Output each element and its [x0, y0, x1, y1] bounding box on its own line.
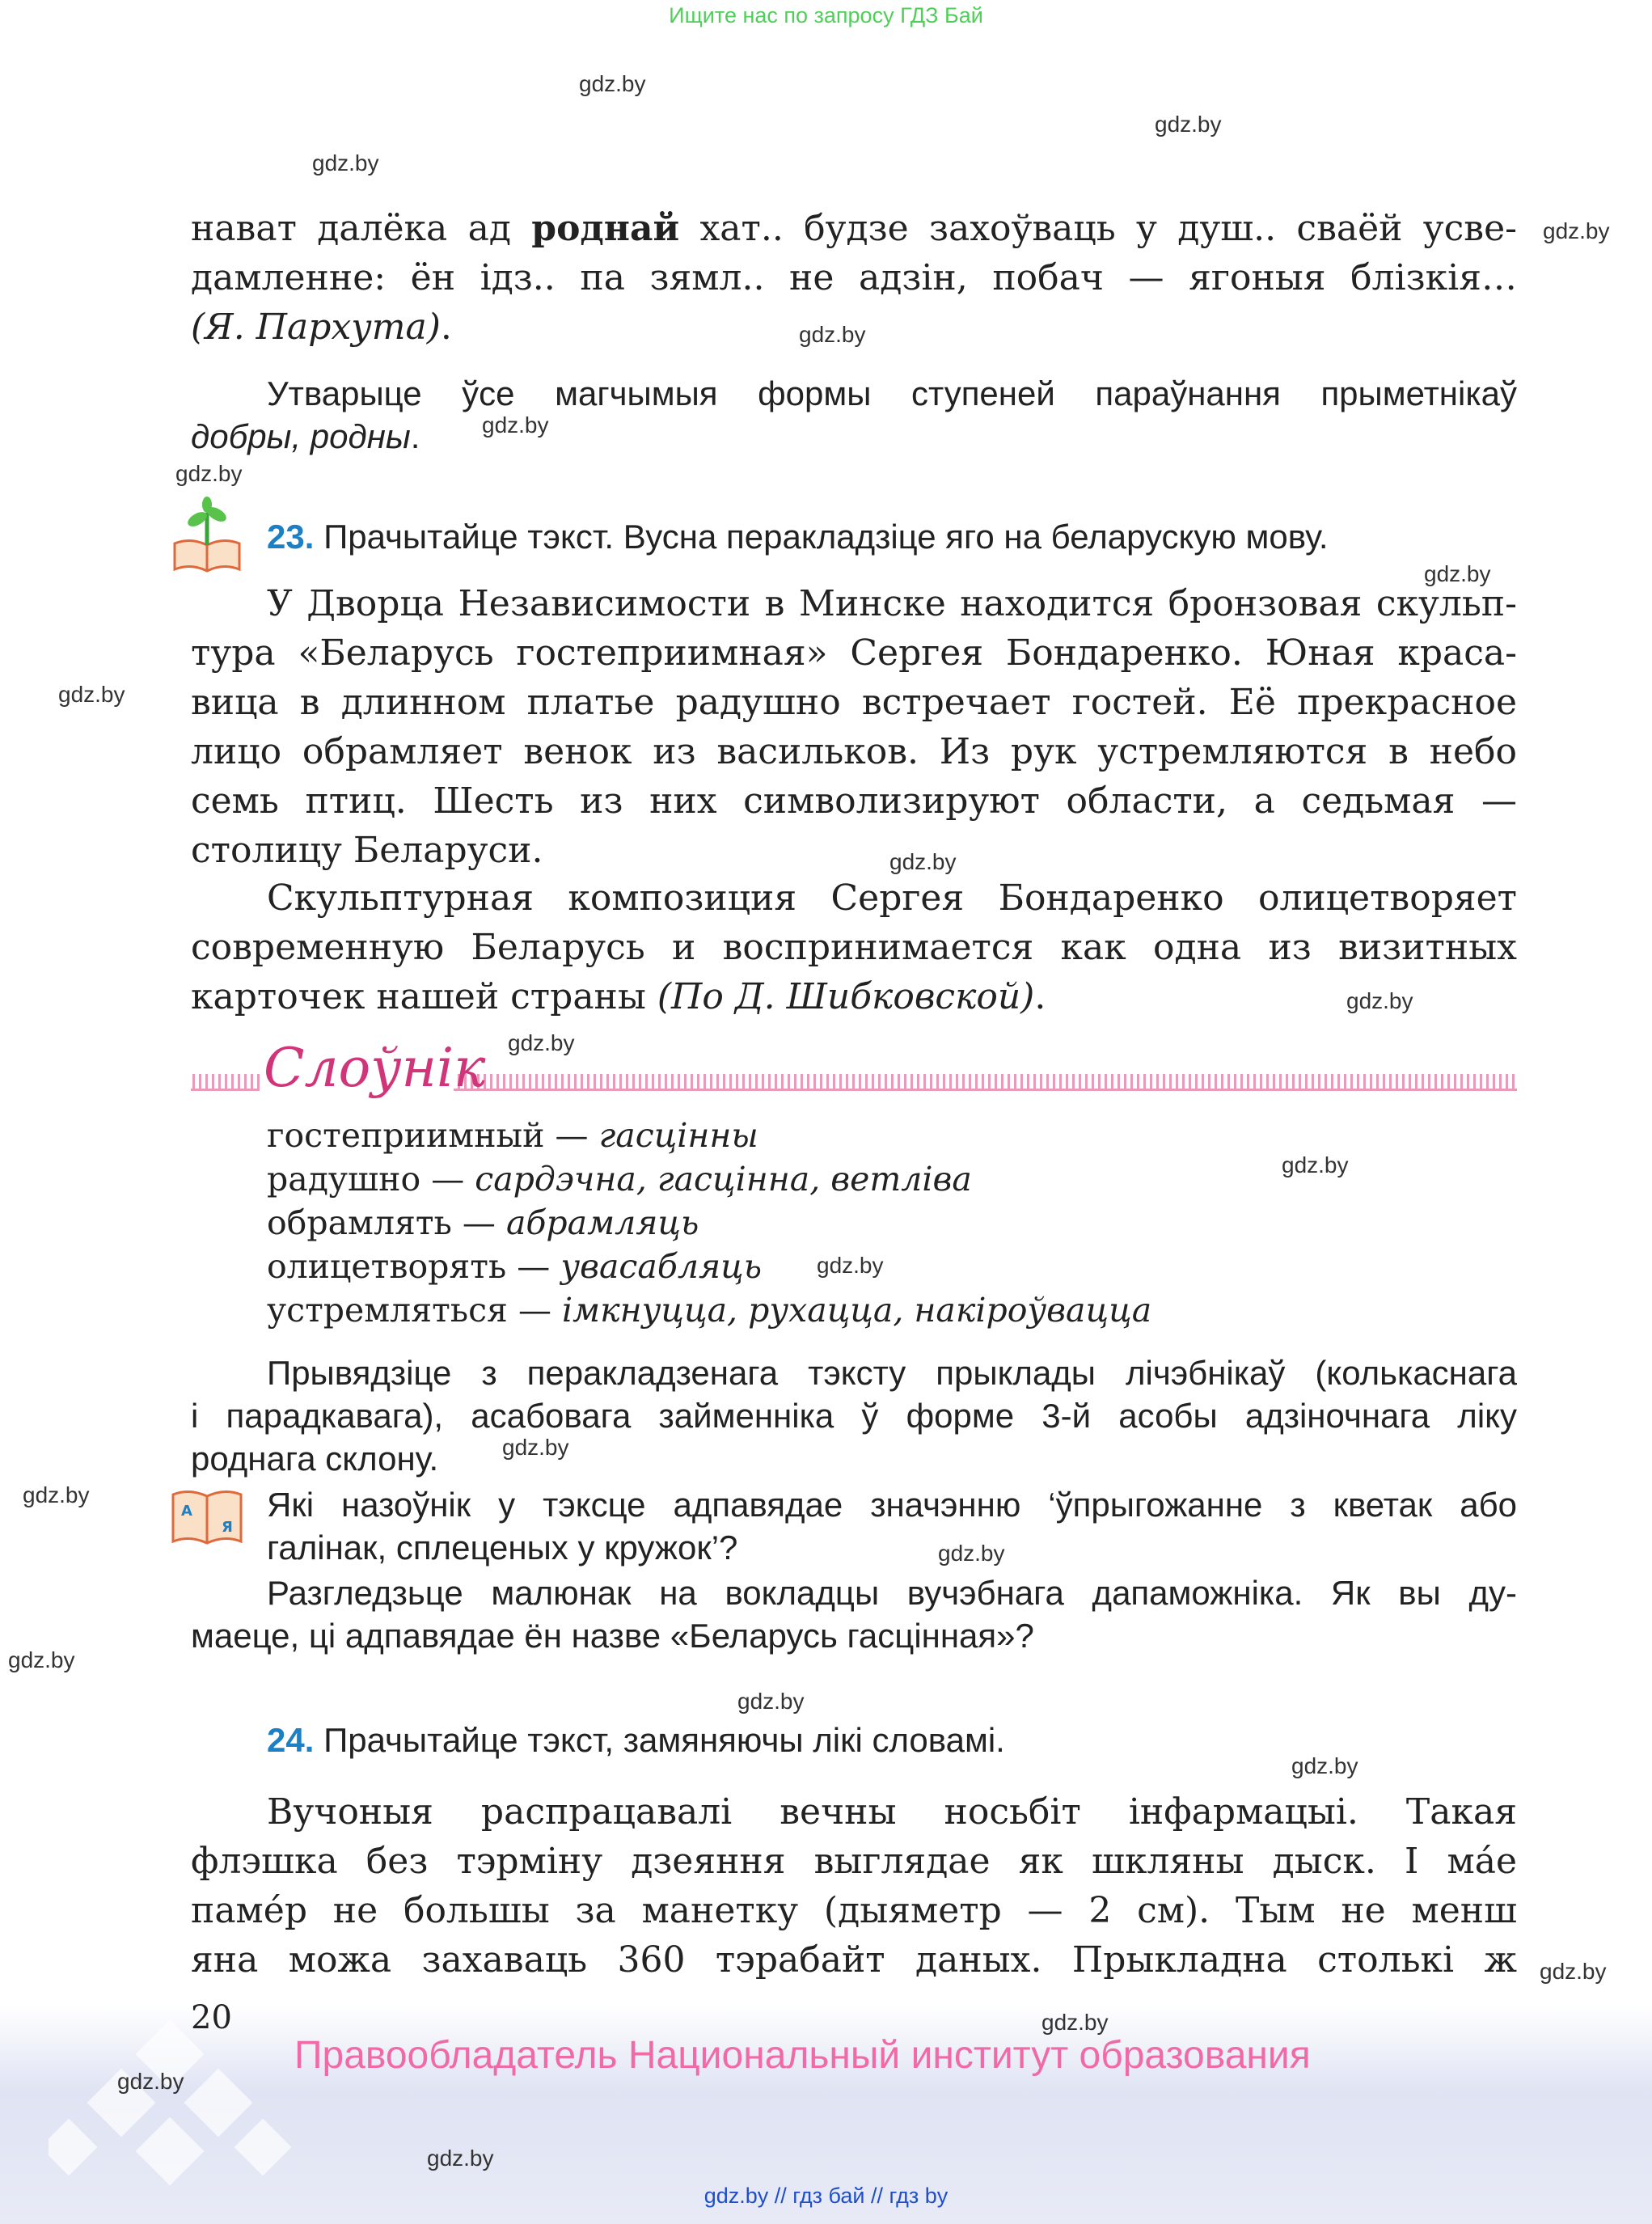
exercise-number: 23.: [267, 518, 315, 556]
dictionary-entry: олицетворять — увасабляць: [267, 1247, 763, 1286]
dictionary-entry: радушно — сардэчна, гасцінна, ветліва: [267, 1160, 972, 1199]
dictionary-entry: гостеприимный — гасцінны: [267, 1116, 758, 1155]
watermark: gdz.by: [799, 322, 866, 347]
exercise-24-heading: [267, 1719, 1528, 1761]
exercise-number: 24.: [267, 1721, 315, 1759]
intro-paragraph: нават далёка ад роднай хат.. будзе захоўваць у душ.. сваёй усве- дамленне: ён ідз.. па зямл.. не адзін, побач — ягоныя блізкія… (Я. Пархута).: [191, 208, 1517, 348]
exercise-23-heading: [267, 515, 1528, 558]
dictionary-book-icon: [167, 1486, 247, 1550]
watermark: gdz.by: [938, 1541, 1005, 1566]
dictionary-entries: [267, 1114, 1528, 1332]
watermark: gdz.by: [1346, 988, 1413, 1013]
dictionary-entry: устремляться — імкнуцца, рухацца, накіроўвацца: [267, 1291, 1152, 1330]
watermark: gdz.by: [8, 1647, 75, 1672]
watermark: gdz.by: [23, 1482, 90, 1507]
exercise-23-text-p2: Скульптурная композиция Сергея Бондаренко олицетворяет современную Беларусь и воспринимается как одна из визитных карточек нашей страны (По Д. Шибковской).: [191, 877, 1517, 1017]
svg-text:А: А: [181, 1503, 192, 1520]
watermark: gdz.by: [312, 150, 379, 175]
dictionary-title: Слоўнік: [264, 1037, 486, 1099]
watermark: gdz.by: [1540, 1959, 1607, 1984]
watermark: gdz.by: [427, 2146, 494, 2171]
watermark: gdz.by: [1424, 561, 1491, 586]
task-examples: Прывядзіце з перакладзенага тэксту прыклады лічэбнікаў (колькаснага і парадкавага), асабовага займенніка ў форме 3-й асобы адзіночнага ліку роднага склону.: [191, 1354, 1517, 1478]
bottom-site-links[interactable]: gdz.by // гдз бай // гдз by: [703, 2184, 949, 2208]
watermark: gdz.by: [579, 71, 646, 96]
svg-text:Я: Я: [222, 1519, 233, 1536]
watermark: gdz.by: [889, 849, 957, 874]
watermark: gdz.by: [117, 2069, 184, 2094]
task-picture: Разгледзьце малюнак на вокладцы вучэбнага дапаможніка. Як вы ду- маеце, ці адпавядае ён назве «Беларусь гасцінная»?: [191, 1574, 1517, 1655]
exercise-instruction: Прачытайце тэкст, замяняючы лікі словамі.: [323, 1721, 1005, 1759]
watermark: gdz.by: [175, 461, 243, 486]
dictionary-entry: обрамлять — абрамляць: [267, 1203, 699, 1242]
rights-holder-notice: Правообладатель Национальный институт образования: [294, 2034, 1311, 2077]
book-sprout-icon: [167, 495, 247, 576]
watermark: gdz.by: [482, 412, 549, 438]
task-comparison-forms: Утварыце ўсе магчымыя формы ступеней параўнання прыметнікаў добры, родны.: [191, 374, 1517, 455]
watermark: gdz.by: [58, 682, 125, 707]
watermark: gdz.by: [1041, 2010, 1109, 2035]
watermark: gdz.by: [1291, 1753, 1358, 1778]
watermark: gdz.by: [1543, 218, 1610, 243]
watermark: gdz.by: [817, 1253, 884, 1278]
watermark: gdz.by: [737, 1689, 805, 1714]
task-noun-meaning: Які назоўнік у тэксце адпавядае значэнню ‘ўпрыгожанне з кветак або галінак, сплеценых у кружок’?: [267, 1486, 1517, 1567]
search-hint-banner: Ищите нас по запросу ГДЗ Бай: [669, 3, 983, 27]
watermark: gdz.by: [1282, 1152, 1349, 1178]
exercise-23-text-p1: У Дворца Независимости в Минске находится бронзовая скульп- тура «Беларусь гостеприимная» Сергея Бондаренко. Юная краса- вица в длинном платье радушно встречает гостей. Её прекрасное лицо обрамляет венок из васильков. Из рук устремляются в небо семь птиц. Шесть из них символизируют области, а седьмая — столицу Беларуси.: [191, 583, 1517, 871]
page-number: 20: [191, 1999, 232, 2036]
exercise-instruction: Прачытайце тэкст. Вусна перакладзіце яго на беларускую мову.: [323, 518, 1329, 556]
watermark: gdz.by: [1155, 112, 1222, 137]
exercise-24-text: Вучоныя распрацавалі вечны носьбіт інфармацыі. Такая флэшка без тэрміну дзеяння выглядае як шкляны дыск. І ма́е паме́р не большы за манетку (дыяметр — 2 см). Тым не менш яна можа захаваць 360 тэрабайт даных. Прыкладна столькі ж: [191, 1791, 1517, 1981]
watermark: gdz.by: [508, 1030, 575, 1055]
watermark: gdz.by: [502, 1435, 569, 1460]
